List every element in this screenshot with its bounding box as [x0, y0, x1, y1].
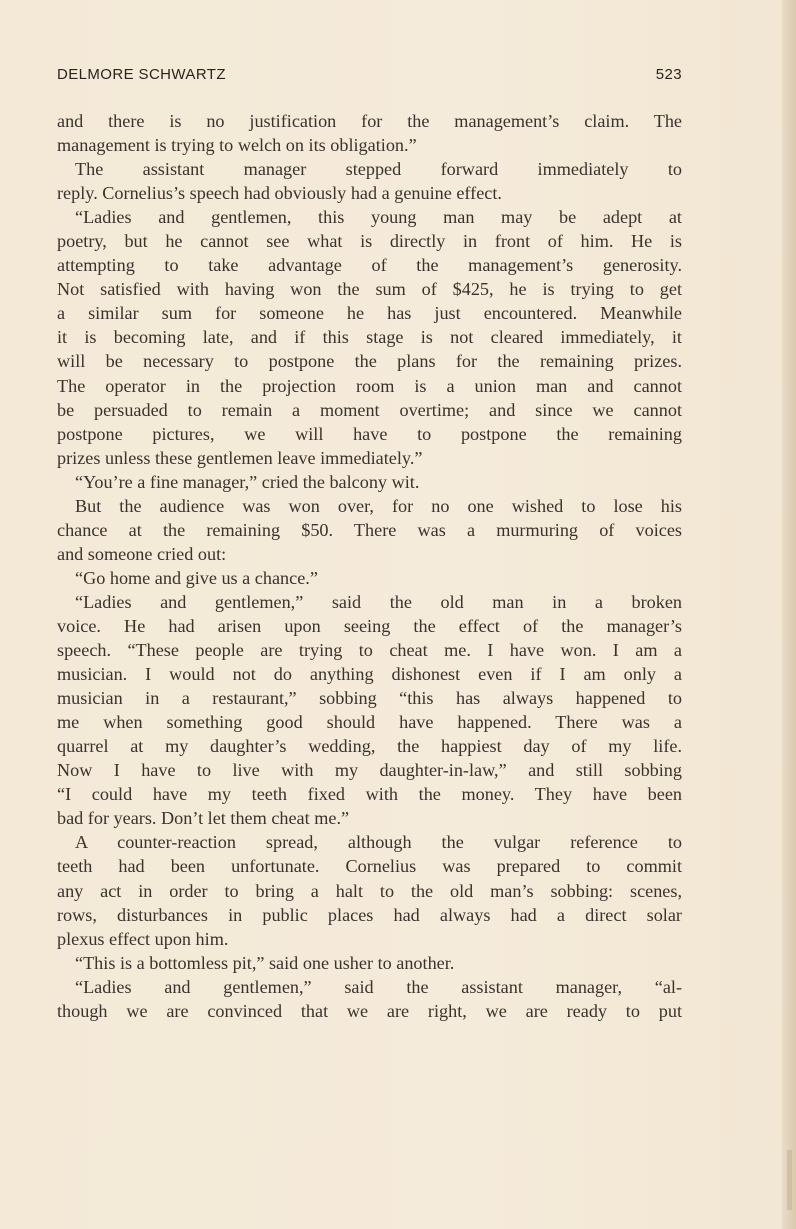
text-line: and there is no justification for the management’s claim. The	[57, 111, 682, 131]
page-number: 523	[655, 66, 682, 83]
text-line: Not satisfied with having won the sum of $425, he is trying to get	[57, 279, 682, 300]
text-line: A counter-reaction spread, although the vulgar reference to	[75, 832, 682, 853]
text-line: teeth had been unfortunate. Cornelius was prepared to commit	[57, 856, 682, 877]
text-line: chance at the remaining $50. There was a murmuring of voices	[57, 519, 682, 540]
text-line: “You’re a fine manager,” cried the balcony wit.	[75, 471, 420, 492]
text-line: “Ladies and gentlemen,” said the assistant manager, “al-	[75, 976, 682, 997]
text-line: plexus effect upon him.	[57, 928, 229, 949]
text-line: a similar sum for someone he has just encountered. Meanwhile	[57, 303, 682, 324]
text-line: voice. He had arisen upon seeing the effect of the manager’s	[57, 615, 682, 636]
edge-mark	[787, 1150, 792, 1210]
text-line: attempting to take advantage of the management’s generosity.	[57, 255, 682, 276]
text-line: reply. Cornelius’s speech had obviously had a genuine effect.	[57, 183, 502, 204]
body-text	[57, 109, 682, 1023]
text-line: me when something good should have happened. There was a	[57, 712, 682, 733]
text-line: be persuaded to remain a moment overtime; and since we cannot	[57, 399, 682, 420]
text-line: will be necessary to postpone the plans for the remaining prizes.	[57, 351, 682, 372]
text-line: and someone cried out:	[57, 543, 227, 564]
text-line: quarrel at my daughter’s wedding, the happiest day of my life.	[57, 736, 682, 757]
text-line: “Ladies and gentlemen, this young man may be adept at	[75, 207, 682, 228]
text-line: it is becoming late, and if this stage is not cleared immediately, it	[57, 327, 682, 348]
running-head	[57, 66, 682, 84]
text-line: rows, disturbances in public places had always had a direct solar	[57, 904, 682, 925]
text-line: The assistant manager stepped forward immediately to	[75, 159, 682, 180]
text-line: “This is a bottomless pit,” said one usher to another.	[75, 952, 455, 973]
text-line: musician. I would not do anything dishonest even if I am only a	[57, 664, 682, 685]
text-line: But the audience was won over, for no one wished to lose his	[75, 495, 682, 516]
text-line: poetry, but he cannot see what is directly in front of him. He is	[57, 231, 682, 252]
text-line: prizes unless these gentlemen leave immediately.”	[57, 447, 423, 468]
text-line: musician in a restaurant,” sobbing “this has always happened to	[57, 688, 682, 709]
text-line: “I could have my teeth fixed with the money. They have been	[57, 784, 682, 805]
text-line: speech. “These people are trying to cheat me. I have won. I am a	[57, 640, 682, 661]
text-line: bad for years. Don’t let them cheat me.”	[57, 808, 350, 829]
text-line: postpone pictures, we will have to postpone the remaining	[57, 423, 682, 444]
page-edge-shadow	[782, 0, 796, 1229]
running-head-author: DELMORE SCHWARTZ	[57, 66, 226, 83]
text-line: though we are convinced that we are right, we are ready to put	[57, 1000, 682, 1021]
text-line: Now I have to live with my daughter-in-law,” and still sobbing	[57, 760, 682, 781]
text-line: “Ladies and gentlemen,” said the old man in a broken	[75, 591, 682, 612]
text-line: management is trying to welch on its obligation.”	[57, 135, 417, 156]
text-line: The operator in the projection room is a union man and cannot	[57, 375, 682, 396]
text-line: any act in order to bring a halt to the old man’s sobbing: scenes,	[57, 880, 682, 901]
text-line: “Go home and give us a chance.”	[75, 567, 318, 588]
